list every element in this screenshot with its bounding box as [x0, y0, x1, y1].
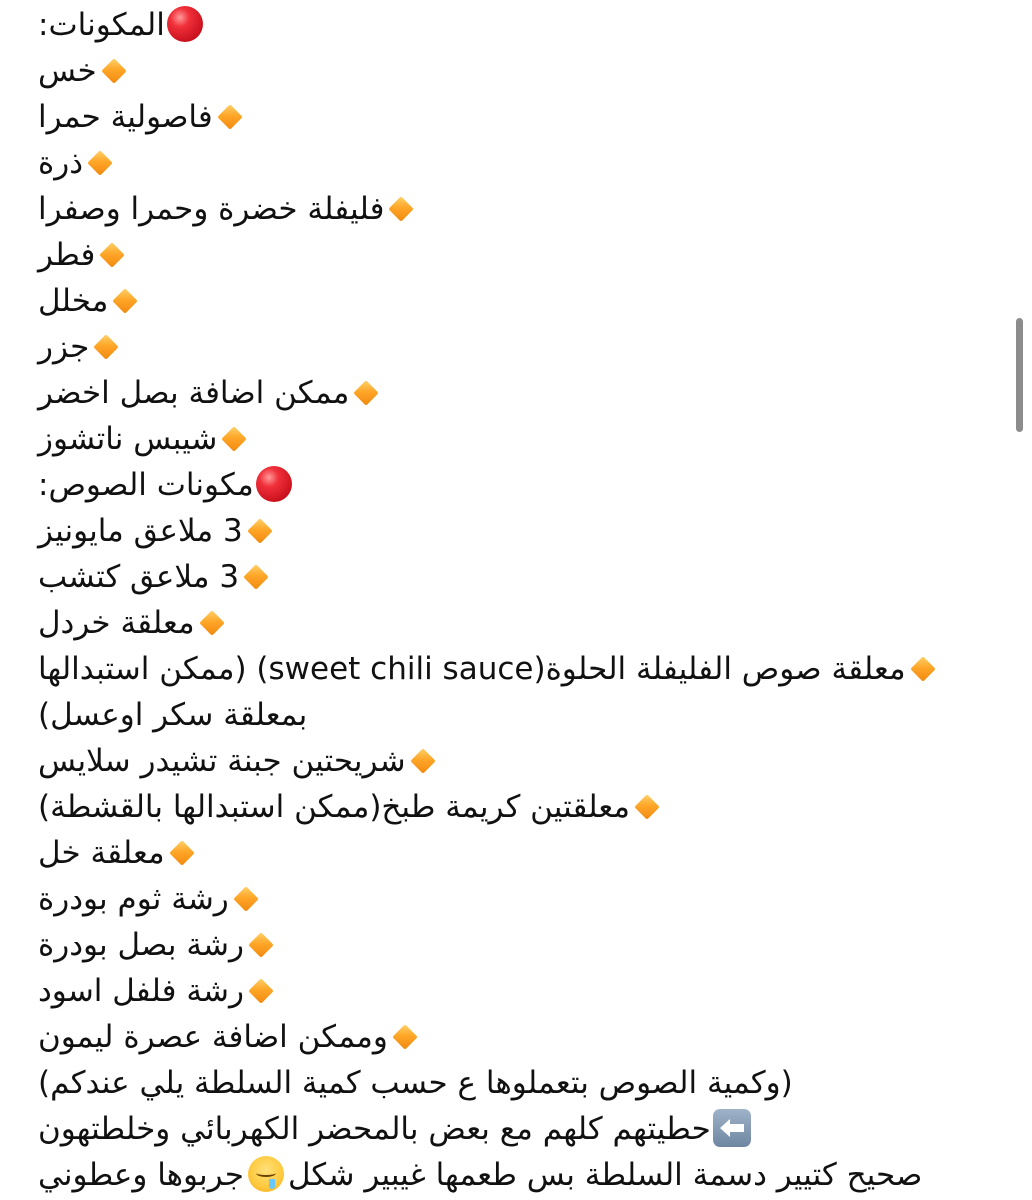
instruction-line: [38, 1106, 968, 1152]
sauce-ingredient-line: [38, 646, 968, 692]
sauce-ingredient-text: 3 ملاعق مايونيز: [38, 513, 243, 549]
note-body: [38, 2, 968, 1198]
red-circle-icon: [256, 466, 292, 502]
sauce-ingredient-line: [38, 554, 968, 600]
orange-diamond-icon: [244, 565, 268, 589]
sauce-ingredient-text: معلقة خردل: [38, 605, 195, 641]
ingredient-line: [38, 370, 968, 416]
ingredient-text: خس: [38, 53, 97, 89]
sauce-ingredient-text: رشة بصل بودرة: [38, 927, 244, 963]
closing-text-before-emoji: صحيح كتيير دسمة السلطة بس طعمها غيبير شكل: [287, 1157, 923, 1193]
sauce-ingredient-continuation-text: بمعلقة سكر اوعسل): [38, 697, 308, 733]
sauce-ingredient-line: [38, 876, 968, 922]
ingredient-text: فليفلة خضرة وحمرا وصفرا: [38, 191, 385, 227]
sauce-note: (وكمية الصوص بتعملوها ع حسب كمية السلطة يلي عندكم): [38, 1065, 793, 1101]
orange-diamond-icon: [249, 979, 273, 1003]
ingredients-heading-line: [38, 2, 968, 48]
sauce-heading: مكونات الصوص:: [38, 467, 254, 503]
sauce-ingredient-text: معلقتين كريمة طبخ(ممكن استبدالها بالقشطة): [38, 789, 630, 825]
orange-diamond-icon: [389, 197, 413, 221]
orange-diamond-icon: [100, 243, 124, 267]
orange-diamond-icon: [234, 887, 258, 911]
ingredient-text: شيبس ناتشوز: [38, 421, 218, 457]
vertical-scrollbar[interactable]: [1016, 318, 1023, 432]
sauce-ingredient-line: [38, 968, 968, 1014]
ingredient-text: فطر: [38, 237, 96, 273]
ingredients-heading: المكونات:: [38, 7, 165, 43]
sauce-ingredient-text: 3 ملاعق كتشب: [38, 559, 240, 595]
ingredient-line: [38, 324, 968, 370]
sauce-ingredient-line: [38, 738, 968, 784]
closing-text-after-emoji: جربوها وعطوني: [38, 1157, 244, 1193]
drooling-face-icon: [248, 1156, 284, 1192]
orange-diamond-icon: [248, 519, 272, 543]
orange-diamond-icon: [249, 933, 273, 957]
instruction-text: حطيتهم كلهم مع بعض بالمحضر الكهربائي وخلطتهون: [38, 1111, 711, 1147]
orange-diamond-icon: [218, 105, 242, 129]
sauce-ingredient-line: [38, 922, 968, 968]
sauce-ingredient-text: معلقة صوص الفليفلة الحلوة(sweet chili sauce) (ممكن استبدالها: [38, 651, 906, 687]
closing-line: [38, 1152, 968, 1198]
sauce-ingredient-text: معلقة خل: [38, 835, 165, 871]
ingredient-line: [38, 416, 968, 462]
orange-diamond-icon: [170, 841, 194, 865]
ingredient-text: مخلل: [38, 283, 109, 319]
sauce-ingredient-line: [38, 830, 968, 876]
ingredient-line: [38, 94, 968, 140]
red-circle-icon: [167, 6, 203, 42]
sauce-ingredient-line: [38, 600, 968, 646]
orange-diamond-icon: [911, 657, 935, 681]
sauce-ingredient-line: [38, 784, 968, 830]
ingredient-text: فاصولية حمرا: [38, 99, 213, 135]
orange-diamond-icon: [393, 1025, 417, 1049]
ingredient-line: [38, 186, 968, 232]
sauce-ingredient-line: [38, 508, 968, 554]
sauce-ingredient-text: رشة فلفل اسود: [38, 973, 244, 1009]
sauce-ingredient-continuation: [38, 692, 968, 738]
ingredient-text: جزر: [38, 329, 90, 365]
sauce-ingredient-line: [38, 1014, 968, 1060]
sauce-ingredient-text: رشة ثوم بودرة: [38, 881, 229, 917]
sauce-ingredient-text: وممكن اضافة عصرة ليمون: [38, 1019, 388, 1055]
left-arrow-icon: [713, 1109, 751, 1147]
sauce-ingredient-text: شريحتين جبنة تشيدر سلايس: [38, 743, 406, 779]
ingredient-line: [38, 232, 968, 278]
sauce-heading-line: [38, 462, 968, 508]
orange-diamond-icon: [354, 381, 378, 405]
orange-diamond-icon: [113, 289, 137, 313]
orange-diamond-icon: [411, 749, 435, 773]
orange-diamond-icon: [200, 611, 224, 635]
orange-diamond-icon: [222, 427, 246, 451]
ingredient-line: [38, 48, 968, 94]
orange-diamond-icon: [94, 335, 118, 359]
ingredient-text: ذرة: [38, 145, 84, 181]
sauce-note-line: [38, 1060, 968, 1106]
ingredient-text: ممكن اضافة بصل اخضر: [38, 375, 350, 411]
ingredient-line: [38, 140, 968, 186]
orange-diamond-icon: [102, 59, 126, 83]
orange-diamond-icon: [635, 795, 659, 819]
orange-diamond-icon: [88, 151, 112, 175]
ingredient-line: [38, 278, 968, 324]
